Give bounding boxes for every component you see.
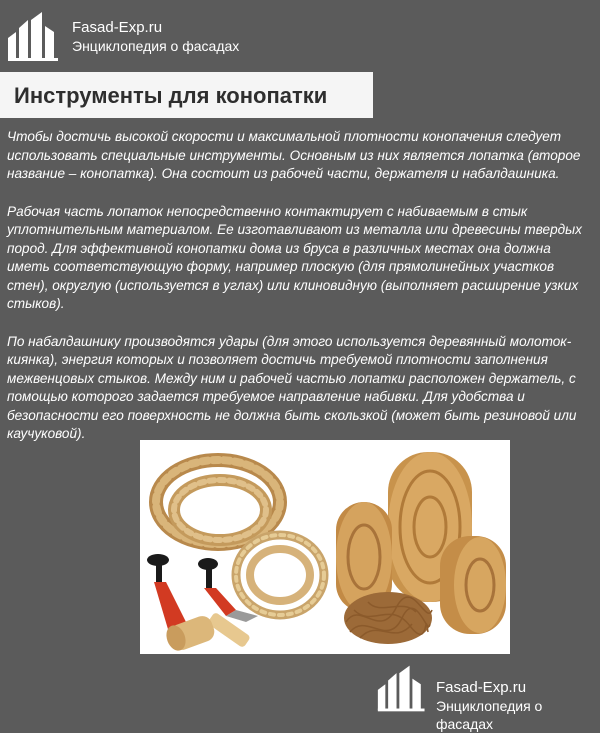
article-paragraph: Рабочая часть лопаток непосредственно контактирует с набиваемым в стык уплотнительным материалом. Ее изготавливают из металла или древесины твердых пород. Для эффективной конопатки дома из бруса в различных местах она должна иметь соответствующую форму, например плоскую (для прямолинейных участков стен), округлую (используется в углах) или клиновидную (выполняет расширение узких стыков). xyxy=(7,203,582,311)
caulking-materials-illustration xyxy=(140,440,510,654)
watermark-logo xyxy=(376,662,600,732)
article-paragraph: Чтобы достичь высокой скорости и максимальной плотности конопачения следует использовать специальные инструменты. Основным из них является лопатка (второе название – конопатка). Она состоит из рабочей части, держателя и набалдашника. xyxy=(7,129,581,181)
building-logo-icon xyxy=(376,662,432,714)
site-tagline: Энциклопедия о фасадах xyxy=(72,38,240,54)
site-logo[interactable] xyxy=(6,10,266,66)
jute-rope-icon xyxy=(156,460,324,615)
watermark-site-name: Fasad-Exp.ru xyxy=(436,679,527,696)
article-paragraph: По набалдашнику производятся удары (для этого используется деревянный молоток-киянка), энергия которых и позволяет достичь требуемой плотности заполнения межвенцовых стыков. Между ним и рабочей частью лопатки расположен держатель, с помощью которого задается требуемое направление набивки. Для удобства и безопасности его поверхность не должна быть скользкой (может быть резиновой или каучуковой). xyxy=(7,333,577,441)
caulking-tools-photo xyxy=(140,440,510,654)
page-title: Инструменты для конопатки xyxy=(14,83,328,108)
building-logo-icon xyxy=(6,10,66,62)
article-body xyxy=(7,128,597,463)
site-name: Fasad-Exp.ru xyxy=(72,19,163,36)
watermark-tagline: Энциклопедия о фасадах xyxy=(436,698,543,732)
title-banner xyxy=(0,72,373,118)
oakum-tow-icon xyxy=(344,592,432,644)
